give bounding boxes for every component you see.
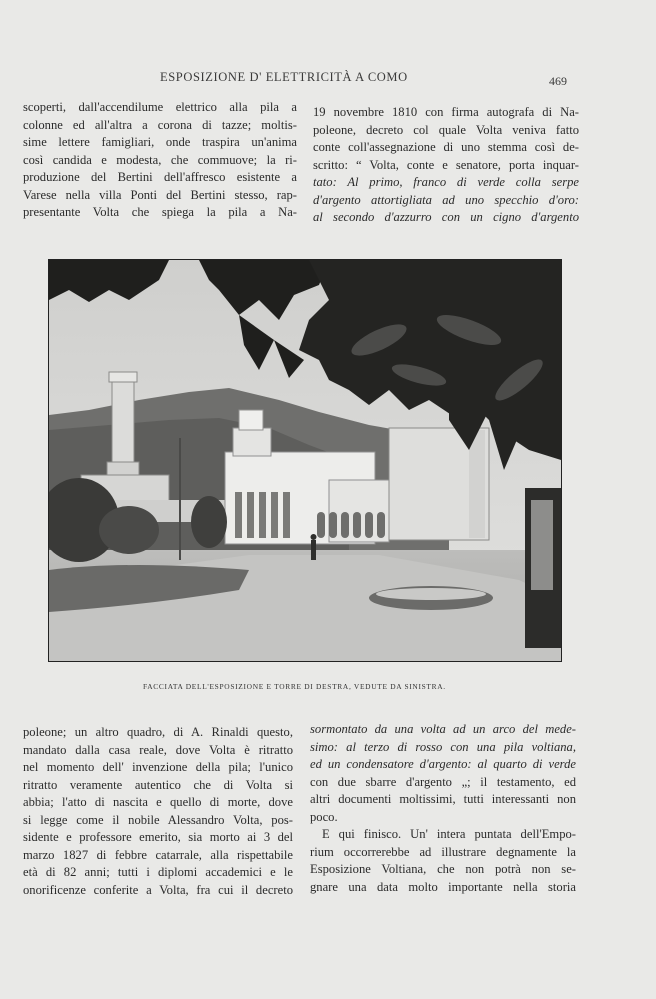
text-line: rium occorrerebbe ad illustrare degnamente la: [310, 844, 576, 859]
text-line: poco.: [310, 809, 338, 824]
text-line: colonne ed all'altra a corona di tazze; moltis-: [23, 117, 297, 132]
exhibition-photograph: [48, 259, 562, 662]
text-line: gnare una data molto importante nella storia: [310, 879, 576, 894]
text-line: onorificenze conferite a Volta, fra cui il decreto: [23, 882, 293, 897]
running-head: ESPOSIZIONE D' ELETTRICITÀ A COMO: [160, 70, 408, 84]
text-line: Varese nella villa Ponti del Bertini stesso, rap-: [23, 187, 297, 202]
text-line: sime lettere famigliari, onde traspira un'anima: [23, 135, 297, 149]
figure-caption: FACCIATA DELL'ESPOSIZIONE E TORRE DI DESTRA, VEDUTE DA SINISTRA.: [143, 682, 446, 691]
text-line: d'argento attortigliata ad uno specchio d'oro:: [313, 192, 579, 207]
text-line: altri documenti moltissimi, tutti interessanti non: [310, 792, 576, 806]
text-line: poleone, decreto col quale Volta veniva fatto: [313, 122, 579, 137]
top-left-column: [23, 99, 297, 222]
text-line: tato: Al primo, franco di verde colla serpe: [313, 175, 579, 189]
text-line: poleone; un altro quadro, di A. Rinaldi questo,: [23, 725, 293, 739]
text-line: sidente e professore emerito, sia morto ai 3 del: [23, 830, 293, 844]
bottom-left-column: [23, 724, 293, 899]
text-line: E qui finisco. Un' intera puntata dell'Empo-: [322, 827, 576, 841]
text-line: scoperti, dall'accendilume elettrico alla pila a: [23, 100, 297, 114]
text-line: con due sbarre d'argento „; il testamento, ed: [310, 774, 576, 789]
text-line: marzo 1827 di febbre catarrale, alla rispettabile: [23, 847, 293, 862]
text-line: si legge come il nobile Alessandro Volta, pos-: [23, 812, 293, 827]
text-line: Esposizione Voltiana, che non potrà non se-: [310, 862, 576, 876]
page-number: 469: [549, 74, 567, 88]
text-line: così candida e modesta, che commuove; la ri-: [23, 152, 297, 167]
text-line: ed un condensatore d'argento: al quarto di verde: [310, 757, 576, 771]
text-line: al secondo d'azzurro con un cigno d'argento: [313, 210, 579, 224]
text-line: presentante Volta che spiega la pila a Na-: [23, 205, 297, 219]
text-line: simo: al terzo di rosso con una pila voltiana,: [310, 739, 576, 754]
text-line: scritto: “ Volta, conte e senatore, porta inquar-: [313, 157, 579, 172]
text-line: produzione del Bertini dell'affresco esistente a: [23, 170, 297, 184]
text-line: 19 novembre 1810 con firma autografa di Na-: [313, 105, 579, 119]
text-line: mandato dalla casa reale, dove Volta è ritratto: [23, 742, 293, 757]
top-right-column: [313, 104, 579, 227]
text-line: nel momento dell' invenzione della pila; l'unico: [23, 760, 293, 774]
text-line: ritratto veramente autentico che di Volta si: [23, 777, 293, 792]
text-line: età di 82 anni; tutti i diplomi accademici e le: [23, 865, 293, 879]
text-line: sormontato da una volta ad un arco del mede-: [310, 722, 576, 736]
photograph-illustration: [49, 260, 561, 661]
text-line: conte coll'assegnazione di uno stemma così de-: [313, 140, 579, 154]
text-line: abbia; l'atto di nascita e quello di morte, dove: [23, 795, 293, 809]
bottom-right-column: [310, 721, 576, 896]
